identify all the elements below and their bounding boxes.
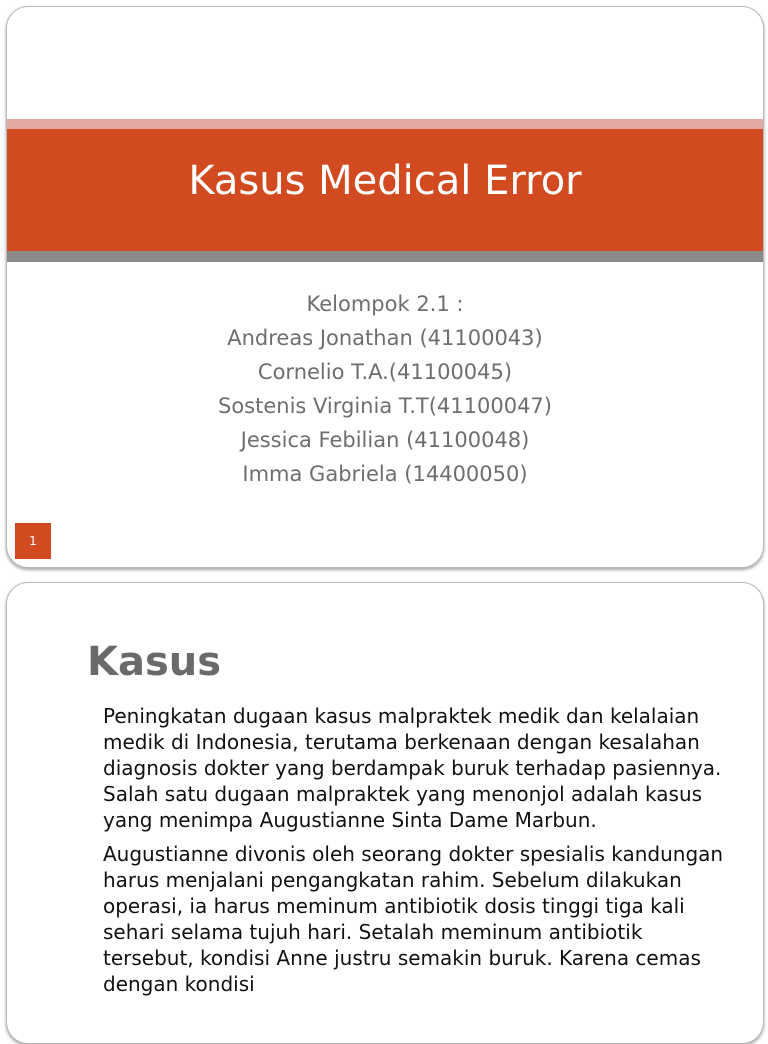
title-slide	[6, 6, 764, 568]
content-slide	[6, 582, 764, 1044]
title-band-bottom-stripe	[7, 251, 763, 262]
title-band-top-stripe	[7, 119, 763, 129]
slide-heading: Kasus	[87, 639, 222, 685]
subtitle-block	[7, 287, 763, 491]
body-paragraph: Peningkatan dugaan kasus malpraktek medik dan kelalaian medik di Indonesia, terutama berkenaan dengan kesalahan diagnosis dokter yang berdampak buruk terhadap pasiennya. Salah satu dugaan malpraktek yang menonjol adalah kasus yang menimpa Augustianne Sinta Dame Marbun.	[103, 704, 722, 832]
slide-title: Kasus Medical Error	[188, 158, 582, 204]
subtitle-line: Kelompok 2.1 :	[306, 292, 464, 316]
subtitle-line: Andreas Jonathan (41100043)	[227, 326, 543, 350]
body-paragraph: Augustianne divonis oleh seorang dokter spesialis kandungan harus menjalani pengangkatan rahim. Sebelum dilakukan operasi, ia harus meminum antibiotik dosis tinggi tiga kali sehari selama tujuh hari. Setalah meminum antibiotik tersebut, kondisi Anne justru semakin buruk. Karena cemas dengan kondisi	[103, 842, 724, 996]
slide-body	[103, 703, 733, 1005]
subtitle-line: Jessica Febilian (41100048)	[240, 428, 530, 452]
slide-number-badge: 1	[15, 523, 51, 559]
subtitle-line: Imma Gabriela (14400050)	[242, 462, 528, 486]
subtitle-line: Sostenis Virginia T.T(41100047)	[217, 394, 552, 418]
subtitle-line: Cornelio T.A.(41100045)	[257, 360, 513, 384]
